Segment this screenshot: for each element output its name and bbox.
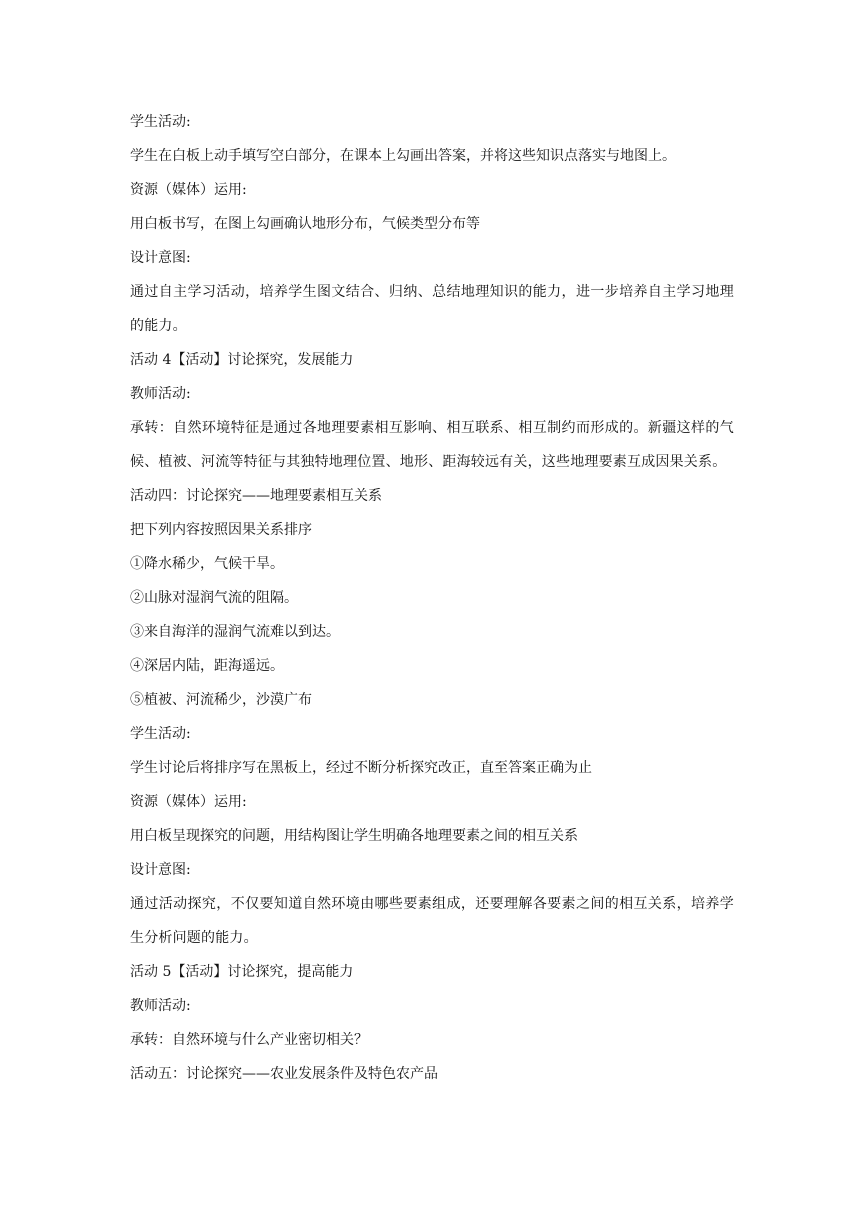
text-line: 用白板呈现探究的问题，用结构图让学生明确各地理要素之间的相互关系 (130, 828, 578, 844)
paragraph: 通过活动探究，不仅要知道自然环境由哪些要素组成，还要理解各要素之间的相互关系，培养学生分析问题的能力。 (130, 896, 734, 946)
activity-4-title: 活动 4【活动】讨论探究，发展能力 (130, 352, 354, 368)
heading-student-activity: 学生活动: (130, 726, 191, 742)
instruction-line: 把下列内容按照因果关系排序 (130, 522, 312, 538)
activity-five-heading: 活动五：讨论探究——农业发展条件及特色农产品 (130, 1066, 438, 1082)
paragraph: 承转：自然环境特征是通过各地理要素相互影响、相互联系、相互制约而形成的。新疆这样的气候、植被、河流等特征与其独特地理位置、地形、距海较远有关，这些地理要素互成因果关系。 (130, 420, 734, 470)
heading-student-activity: 学生活动: (130, 114, 191, 130)
list-item: ④深居内陆，距海遥远。 (130, 658, 284, 674)
list-item: ③来自海洋的湿润气流难以到达。 (130, 624, 340, 640)
text-line: 用白板书写，在图上勾画确认地形分布，气候类型分布等 (130, 216, 480, 232)
heading-teacher-activity: 教师活动: (130, 386, 191, 402)
list-item: ②山脉对湿润气流的阻隔。 (130, 590, 298, 606)
list-item: ①降水稀少，气候干旱。 (130, 556, 284, 572)
document-body (130, 108, 734, 1094)
heading-design-intent: 设计意图: (130, 862, 191, 878)
text-line: 承转：自然环境与什么产业密切相关？ (130, 1032, 368, 1048)
activity-four-heading: 活动四：讨论探究——地理要素相互关系 (130, 488, 382, 504)
text-line: 学生讨论后将排序写在黑板上，经过不断分析探究改正，直至答案正确为止 (130, 760, 592, 776)
list-item: ⑤植被、河流稀少，沙漠广布 (130, 692, 312, 708)
heading-media-use: 资源（媒体）运用: (130, 182, 247, 198)
text-line: 学生在白板上动手填写空白部分，在课本上勾画出答案，并将这些知识点落实与地图上。 (130, 148, 676, 164)
heading-media-use: 资源（媒体）运用: (130, 794, 247, 810)
heading-design-intent: 设计意图: (130, 250, 191, 266)
paragraph: 通过自主学习活动，培养学生图文结合、归纳、总结地理知识的能力，进一步培养自主学习地理的能力。 (130, 284, 734, 334)
heading-teacher-activity: 教师活动: (130, 998, 191, 1014)
activity-5-title: 活动 5【活动】讨论探究，提高能力 (130, 964, 354, 980)
